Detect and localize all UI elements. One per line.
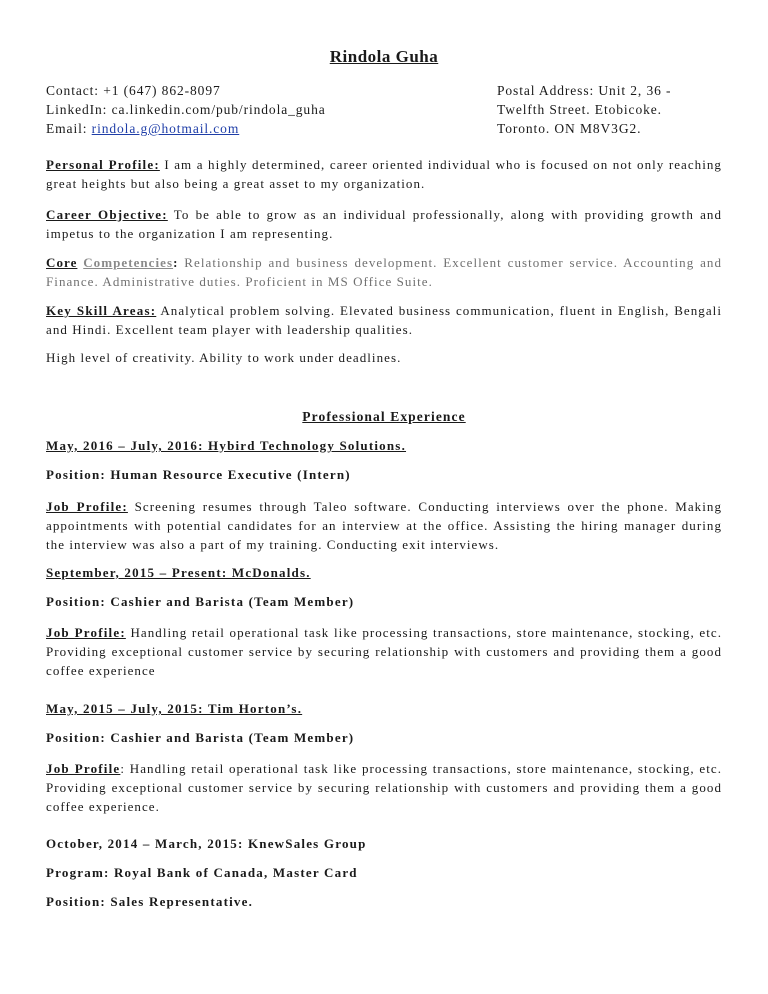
experience-section-title: Professional Experience (302, 409, 466, 424)
job-4-position: Position: Sales Representative. (46, 894, 254, 909)
address-line-2: Twelfth Street. Etobicoke. (497, 102, 662, 117)
job-3-position: Position: Cashier and Barista (Team Member) (46, 730, 355, 745)
email-line (46, 119, 326, 138)
job-3-period: May, 2015 – July, 2015: Tim Horton’s. (46, 701, 303, 716)
contact-block (46, 81, 326, 138)
creativity-line: High level of creativity. Ability to work under deadlines. (46, 350, 402, 365)
address-line-3: Toronto. ON M8V3G2. (497, 121, 642, 136)
job-1-profile-text: Screening resumes through Taleo software. Conducting interviews over the phone. Making appointments with potential candidates for an interview at the office. Assisting the hiring manager during the interview was also a part of my training. Conducting exit interviews. (46, 499, 722, 552)
core-competencies (46, 253, 722, 291)
job-1-period: May, 2016 – July, 2016: Hybird Technology Solutions. (46, 438, 407, 453)
linkedin-line: LinkedIn: ca.linkedin.com/pub/rindola_guha (46, 102, 326, 117)
personal-profile-label: Personal Profile: (46, 157, 160, 172)
address-line-1: Postal Address: Unit 2, 36 - (497, 83, 672, 98)
career-objective-label: Career Objective: (46, 207, 168, 222)
job-2-position: Position: Cashier and Barista (Team Member) (46, 594, 355, 609)
job-2-period: September, 2015 – Present: McDonalds. (46, 565, 311, 580)
career-objective (46, 205, 722, 243)
postal-address-block (497, 81, 671, 138)
job-1-position: Position: Human Resource Executive (Intern) (46, 467, 351, 482)
career-objective-text: To be able to grow as an individual professionally, along with providing growth and impetus to the organization I am representing. (46, 207, 722, 241)
job-1-profile (46, 497, 722, 554)
key-skill-areas-text: Analytical problem solving. Elevated business communication, fluent in English, Bengali and Hindi. Excellent team player with leadership qualities. (46, 303, 722, 337)
email-link[interactable]: rindola.g@hotmail.com (91, 121, 240, 136)
key-skill-areas-label: Key Skill Areas: (46, 303, 157, 318)
email-label: Email: (46, 121, 92, 136)
job-2-profile (46, 623, 722, 680)
phone-line: Contact: +1 (647) 862-8097 (46, 83, 221, 98)
job-3-profile (46, 759, 722, 816)
personal-profile (46, 155, 722, 193)
job-4-program: Program: Royal Bank of Canada, Master Card (46, 865, 358, 880)
job-2-profile-text: Handling retail operational task like processing transactions, store maintenance, stocking, etc. Providing exceptional customer service by securing relationship with customers and providing them a good coffee experience (46, 625, 723, 678)
core-competencies-label: Core Competencies: (46, 255, 179, 270)
personal-profile-text: I am a highly determined, career oriented individual who is focused on not only reaching great heights but also being a great asset to my organization. (46, 157, 722, 191)
key-skill-areas (46, 301, 722, 339)
job-3-profile-label: Job Profile (46, 761, 121, 776)
job-3-profile-text: : Handling retail operational task like processing transactions, store maintenance, stocking, etc. Providing exceptional customer service by securing relationship with customers and providing them a good coffee experience. (46, 761, 722, 814)
job-4-period: October, 2014 – March, 2015: KnewSales Group (46, 836, 367, 851)
job-2-profile-label: Job Profile: (46, 625, 126, 640)
candidate-name: Rindola Guha (329, 47, 439, 66)
core-competencies-text: Relationship and business development. Excellent customer service. Accounting and Finance. Administrative duties. Proficient in MS Office Suite. (46, 255, 722, 289)
job-1-profile-label: Job Profile: (46, 499, 128, 514)
